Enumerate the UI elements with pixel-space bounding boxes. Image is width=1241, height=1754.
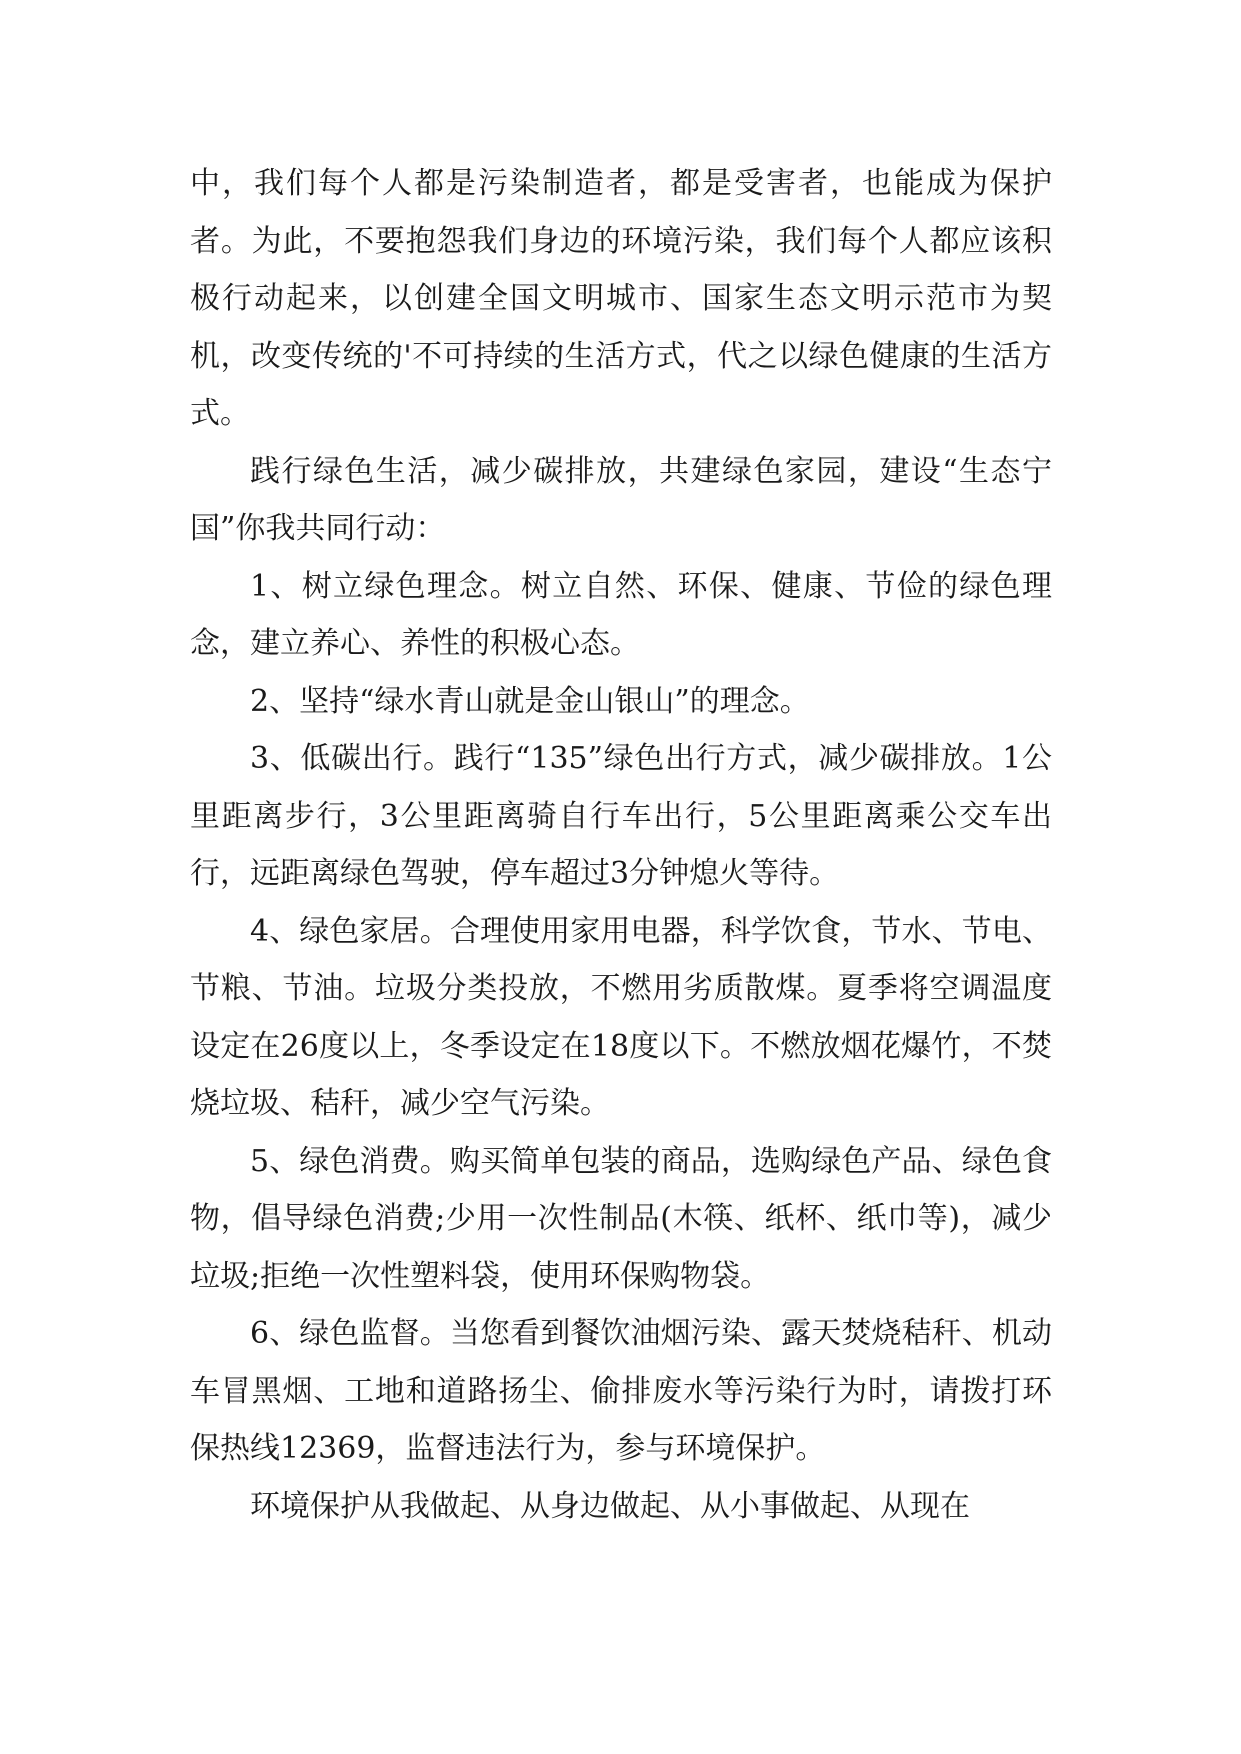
paragraph: 环境保护从我做起、从身边做起、从小事做起、从现在 — [250, 1488, 970, 1524]
paragraph: 践行绿色生活，减少碳排放，共建绿色家园，建设“生态宁国”你我共同行动： — [190, 453, 1052, 546]
list-item: 1、树立绿色理念。树立自然、环保、健康、节俭的绿色理念，建立养心、养性的积极心态。 — [190, 568, 1052, 661]
list-item: 3、低碳出行。践行“135”绿色出行方式，减少碳排放。1公里距离步行，3公里距离骑自行车出行，5公里距离乘公交车出行，远距离绿色驾驶，停车超过3分钟熄火等待。 — [190, 741, 1052, 891]
paragraph: 中，我们每个人都是污染制造者，都是受害者，也能成为保护者。为此，不要抱怨我们身边的环境污染，我们每个人都应该积极行动起来，以创建全国文明城市、国家生态文明示范市为契机，改变传统的'不可持续的生活方式，代之以绿色健康的生活方式。 — [190, 166, 1052, 431]
body-text — [190, 155, 1052, 1535]
list-item: 6、绿色监督。当您看到餐饮油烟污染、露天焚烧秸秆、机动车冒黑烟、工地和道路扬尘、偷排废水等污染行为时，请拨打环保热线12369，监督违法行为，参与环境保护。 — [190, 1316, 1052, 1466]
list-item: 5、绿色消费。购买简单包装的商品，选购绿色产品、绿色食物，倡导绿色消费;少用一次性制品(木筷、纸杯、纸巾等)，减少垃圾;拒绝一次性塑料袋，使用环保购物袋。 — [190, 1143, 1052, 1294]
list-item: 2、坚持“绿水青山就是金山银山”的理念。 — [250, 683, 810, 719]
list-item: 4、绿色家居。合理使用家用电器，科学饮食，节水、节电、节粮、节油。垃圾分类投放，不燃用劣质散煤。夏季将空调温度设定在26度以上，冬季设定在18度以下。不燃放烟花爆竹，不焚烧垃圾、秸秆，减少空气污染。 — [190, 913, 1052, 1121]
